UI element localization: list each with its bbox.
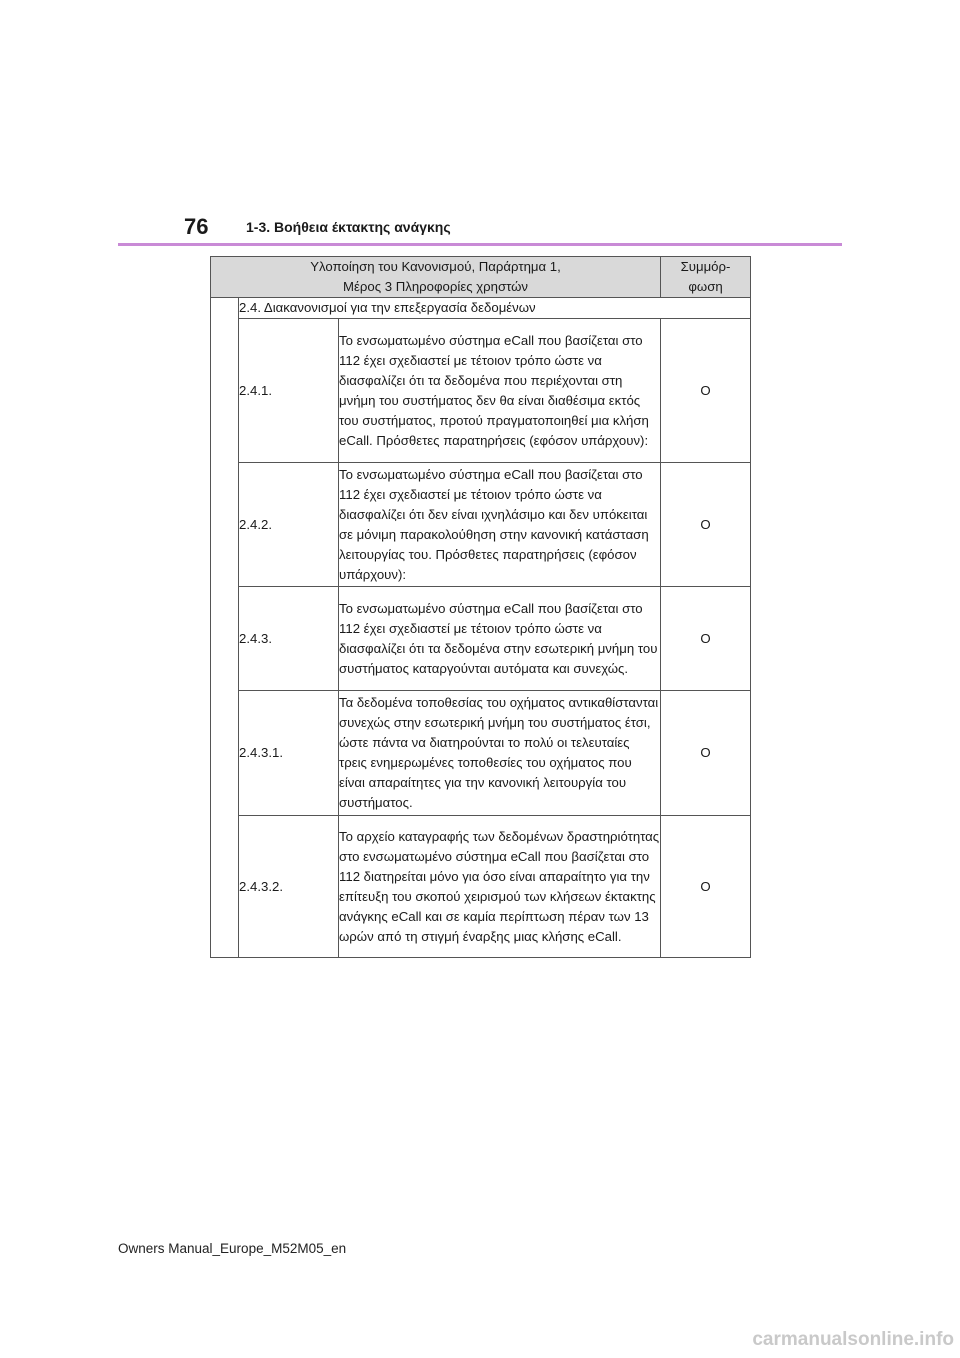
- header-implementation-line1: Υλοποίηση του Κανονισμού, Παράρτημα 1,: [310, 259, 561, 274]
- header-conformity-line2: φωση: [688, 279, 723, 294]
- row-conformity: O: [661, 319, 751, 463]
- table-header-row: [211, 257, 751, 298]
- row-code: 2.4.3.1.: [239, 691, 339, 816]
- table-row: [211, 319, 751, 463]
- footer-manual-name: Owners Manual_Europe_M52M05_en: [118, 1241, 347, 1256]
- row-conformity: O: [661, 587, 751, 691]
- regulation-table: [210, 256, 751, 958]
- row-text: Το ενσωματωμένο σύστημα eCall που βασίζεται στο 112 έχει σχεδιαστεί με τέτοιον τρόπο ώστε να διασφαλίζει ότι τα δεδομένα που περιέχονται στη μνήμη του συστήματος δεν θα είναι διαθέσιμα εκτός του συστήματος, προτού πραγματοποιηθεί μια κλήση eCall. Πρόσθετες παρατηρήσεις (εφόσον υπάρχουν):: [339, 319, 661, 463]
- row-code: 2.4.1.: [239, 319, 339, 463]
- row-conformity: O: [661, 816, 751, 958]
- watermark-logo: carmanualsonline.info: [752, 1329, 954, 1350]
- row-text: Το ενσωματωμένο σύστημα eCall που βασίζεται στο 112 έχει σχεδιαστεί με τέτοιον τρόπο ώστε να διασφαλίζει ότι τα δεδομένα στην εσωτερική μνήμη του συστήματος καταργούνται αυτόματα και συνεχώς.: [339, 587, 661, 691]
- header-implementation: [211, 257, 661, 298]
- header-divider: [118, 243, 842, 246]
- page-number: 76: [184, 214, 209, 239]
- row-conformity: O: [661, 691, 751, 816]
- section-row-title: 2.4. Διακανονισμοί για την επεξεργασία δεδομένων: [239, 298, 751, 319]
- table-row: [211, 298, 751, 319]
- header-conformity-line1: Συμμόρ-: [680, 259, 731, 274]
- row-conformity: O: [661, 463, 751, 587]
- header-conformity: [661, 257, 751, 298]
- section-title: 1-3. Βοήθεια έκτακτης ανάγκης: [246, 219, 451, 235]
- header-implementation-line2: Μέρος 3 Πληροφορίες χρηστών: [343, 279, 529, 294]
- table-row: [211, 587, 751, 691]
- table-row: [211, 816, 751, 958]
- row-code: 2.4.3.: [239, 587, 339, 691]
- row-text: Τα δεδομένα τοποθεσίας του οχήματος αντικαθίστανται συνεχώς στην εσωτερική μνήμη του συστήματος έτσι, ώστε πάντα να διατηρούνται το πολύ οι τελευταίες τρεις ενημερωμένες τοποθεσίες του οχήματος που είναι απαραίτητες για την κανονική λειτουργία του συστήματος.: [339, 691, 661, 816]
- row-code: 2.4.2.: [239, 463, 339, 587]
- row-text: Το αρχείο καταγραφής των δεδομένων δραστηριότητας στο ενσωματωμένο σύστημα eCall που βασίζεται στο 112 διατηρείται μόνο για όσο είναι απαραίτητο για την επίτευξη του σκοπού χειρισμού των κλήσεων έκτακτης ανάγκης eCall και σε καμία περίπτωση πέραν των 13 ωρών από τη στιγμή έναρξης μιας κλήσης eCall.: [339, 816, 661, 958]
- row-text: Το ενσωματωμένο σύστημα eCall που βασίζεται στο 112 έχει σχεδιαστεί με τέτοιον τρόπο ώστε να διασφαλίζει ότι δεν είναι ιχνηλάσιμο και δεν υπόκειται σε μόνιμη παρακολούθηση στην κανονική κατάσταση λειτουργίας του. Πρόσθετες παρατηρήσεις (εφόσον υπάρχουν):: [339, 463, 661, 587]
- row-code: 2.4.3.2.: [239, 816, 339, 958]
- table-row: [211, 463, 751, 587]
- indent-cell: [211, 298, 239, 958]
- table-row: [211, 691, 751, 816]
